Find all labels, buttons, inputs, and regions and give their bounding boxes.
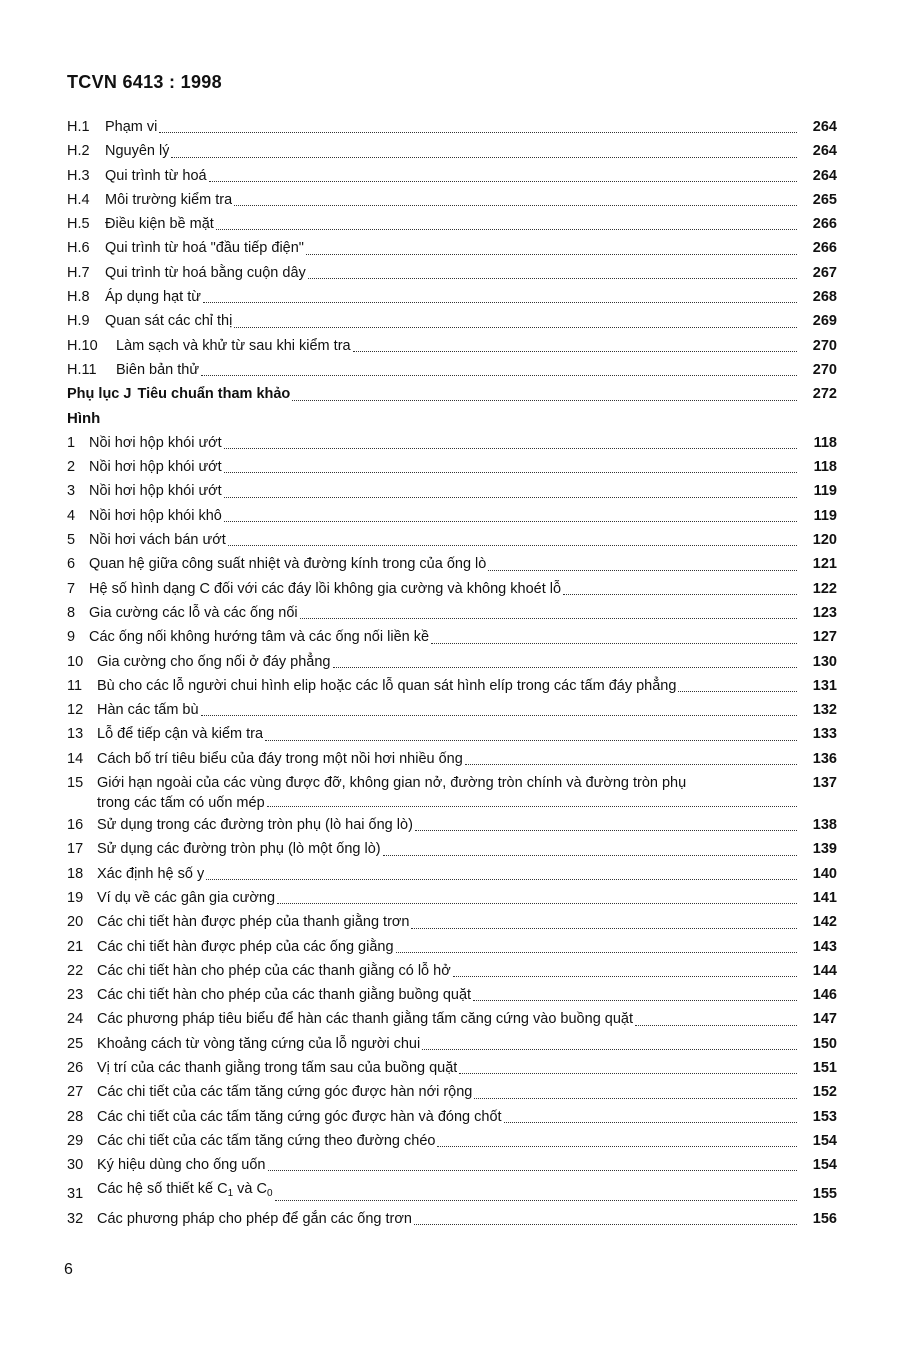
entry-title-part: Các hệ số thiết kế C — [97, 1181, 228, 1198]
toc-entry — [67, 1177, 837, 1206]
entry-number: H.10 — [67, 337, 98, 354]
entry-number: H.4 — [67, 191, 90, 208]
entry-page: 151 — [812, 1059, 837, 1076]
dot-leader — [234, 204, 797, 206]
toc-entry — [67, 1032, 837, 1056]
entry-title: Ký hiệu dùng cho ống uốn — [97, 1157, 266, 1174]
figures-heading: Hình — [67, 409, 101, 427]
entry-page: 266 — [812, 216, 837, 233]
entry-number: 11 — [67, 677, 83, 694]
toc-entry — [67, 212, 837, 236]
toc-entry — [67, 309, 837, 333]
entry-number: H.2 — [67, 143, 90, 160]
entry-title: Biên bản thử — [116, 361, 200, 378]
entry-number: 30 — [67, 1157, 84, 1174]
entry-number: 8 — [67, 604, 76, 621]
entry-page: 146 — [812, 987, 837, 1004]
entry-number: 6 — [67, 556, 76, 573]
dot-leader — [265, 739, 797, 741]
subscript: 0 — [266, 1188, 273, 1200]
entry-title: Nồi hơi hộp khói khô — [89, 507, 222, 524]
entry-number: 25 — [67, 1035, 84, 1052]
entry-title: Các chi tiết hàn được phép của các ống giằng — [97, 938, 394, 955]
entry-number: 21 — [67, 938, 84, 955]
entry-number: 13 — [67, 726, 84, 743]
entry-number: 32 — [67, 1210, 84, 1227]
entry-title: Hàn các tấm bù — [97, 702, 199, 719]
toc-entry — [67, 862, 837, 886]
entry-page: 269 — [812, 313, 837, 330]
toc-entry — [67, 1080, 837, 1104]
entry-title: Các chi tiết hàn cho phép của các thanh giằng có lỗ hở — [97, 962, 451, 979]
dot-leader — [224, 447, 797, 449]
entry-title: Ví dụ về các gân gia cường — [97, 889, 276, 906]
toc-entry — [67, 188, 837, 212]
dot-leader — [353, 350, 797, 352]
toc-entry — [67, 261, 837, 285]
entry-number: 29 — [67, 1132, 84, 1149]
entry-page: 121 — [812, 556, 837, 573]
entry-title: Nồi hơi hộp khói ướt — [89, 483, 222, 500]
toc-entry — [67, 983, 837, 1007]
dot-leader — [459, 1072, 797, 1074]
dot-leader — [411, 927, 797, 929]
toc-entry — [67, 334, 837, 358]
entry-title: Qui trình từ hoá "đầu tiếp điện" — [105, 240, 304, 257]
entry-title: Qui trình từ hoá — [105, 167, 207, 184]
entry-page: 143 — [812, 938, 837, 955]
entry-page: 265 — [812, 191, 837, 208]
entry-title: Làm sạch và khử từ sau khi kiểm tra — [116, 337, 351, 354]
entry-page: 267 — [812, 264, 837, 281]
entry-number: 1 — [67, 434, 76, 451]
toc-entry — [67, 431, 837, 455]
toc-entry — [67, 886, 837, 910]
entry-title: Khoảng cách từ vòng tăng cứng của lỗ người chui — [97, 1035, 421, 1052]
toc-entry — [67, 285, 837, 309]
entry-title — [97, 1177, 273, 1206]
dot-leader — [415, 829, 797, 831]
entry-title: Tiêu chuẩn tham khảo — [137, 386, 291, 403]
dot-leader — [308, 277, 797, 279]
entry-title: Quan hệ giữa công suất nhiệt và đường kính trong của ống lò — [89, 556, 487, 573]
dot-leader — [201, 374, 797, 376]
toc-entry — [67, 625, 837, 649]
entry-title: Hệ số hình dạng C đối với các đáy lồi không gia cường và không khoét lỗ — [89, 580, 562, 597]
entry-page: 122 — [812, 580, 837, 597]
entry-page: 120 — [812, 532, 837, 549]
entry-number: H.1 — [67, 119, 90, 135]
dot-leader — [306, 253, 797, 255]
toc-entry — [67, 959, 837, 983]
entry-title: Nồi hơi hộp khói ướt — [89, 459, 222, 476]
entry-title: Các chi tiết của các tấm tăng cứng góc được hàn và đóng chốt — [97, 1108, 502, 1125]
entry-number: H.7 — [67, 264, 90, 281]
entry-page: 153 — [812, 1108, 837, 1125]
toc-entry — [67, 1207, 837, 1231]
toc-entry — [67, 771, 837, 813]
dot-leader — [216, 228, 797, 230]
entry-page: 133 — [812, 726, 837, 743]
toc-entry — [67, 1056, 837, 1080]
entry-number: 22 — [67, 962, 84, 979]
entry-title: Các ống nối không hướng tâm và các ống nối liền kề — [89, 629, 430, 646]
entry-number: 26 — [67, 1059, 84, 1076]
dot-leader — [504, 1121, 797, 1123]
entry-page: 132 — [812, 702, 837, 719]
entry-page: 270 — [812, 361, 837, 378]
toc-entry — [67, 813, 837, 837]
dot-leader — [453, 975, 797, 977]
entry-page: 266 — [812, 240, 837, 257]
entry-number: 28 — [67, 1108, 84, 1125]
entry-title-part: và C — [233, 1181, 267, 1198]
toc-entry — [67, 601, 837, 625]
dot-leader — [414, 1223, 797, 1225]
entry-number: 9 — [67, 629, 76, 646]
entry-number: 5 — [67, 532, 76, 549]
entry-page: 152 — [812, 1084, 837, 1101]
entry-page: 119 — [813, 483, 837, 500]
dot-leader — [224, 496, 797, 498]
toc-entry — [67, 164, 837, 188]
toc-entry — [67, 837, 837, 861]
entry-title: Các chi tiết của các tấm tăng cứng góc được hàn nới rộng — [97, 1084, 473, 1101]
dot-leader — [206, 878, 797, 880]
entry-title: Quan sát các chỉ thị — [105, 313, 233, 330]
entry-title: Các chi tiết hàn cho phép của các thanh giằng buồng quặt — [97, 987, 472, 1004]
entry-page: 144 — [812, 962, 837, 979]
entry-title: Sử dụng các đường tròn phụ (lò một ống lò) — [97, 841, 381, 858]
entry-title: Nồi hơi hộp khói ướt — [89, 434, 222, 451]
dot-leader — [224, 471, 797, 473]
entry-number: 17 — [67, 841, 84, 858]
dot-leader — [228, 544, 797, 546]
entry-number: H.3 — [67, 167, 90, 184]
toc-entry — [67, 455, 837, 479]
entry-number: 4 — [67, 507, 76, 524]
subscript: 1 — [227, 1188, 234, 1200]
toc-entry — [67, 1153, 837, 1177]
entry-page: 155 — [812, 1186, 837, 1203]
entry-title: Gia cường các lỗ và các ống nối — [89, 604, 298, 621]
entry-number: 12 — [67, 702, 84, 719]
dot-leader — [465, 763, 797, 765]
entry-title: Áp dụng hạt từ — [105, 289, 201, 306]
entry-page: 154 — [812, 1132, 837, 1149]
page-number: 6 — [64, 1261, 73, 1278]
entry-page: 118 — [813, 434, 837, 451]
entry-page: 272 — [812, 386, 837, 403]
entry-number: 10 — [67, 653, 84, 670]
entry-title: Các chi tiết của các tấm tăng cứng theo đường chéo — [97, 1132, 436, 1149]
dot-leader — [277, 902, 797, 904]
entry-number: H.9 — [67, 313, 90, 330]
entry-page: 150 — [812, 1035, 837, 1052]
dot-leader — [635, 1024, 797, 1026]
dot-leader — [396, 951, 797, 953]
entry-number: 19 — [67, 889, 84, 906]
toc-entry — [67, 698, 837, 722]
entry-page: 136 — [812, 750, 837, 767]
dot-leader — [268, 1169, 798, 1171]
entry-number: 27 — [67, 1084, 84, 1101]
dot-leader — [473, 999, 797, 1001]
entry-number: 24 — [67, 1011, 84, 1028]
dot-leader — [234, 326, 797, 328]
toc-entry — [67, 528, 837, 552]
entry-number: H.8 — [67, 289, 90, 306]
entry-number: 15 — [67, 775, 84, 792]
entry-page: 139 — [812, 841, 837, 858]
entry-title-line-1: Giới hạn ngoài của các vùng được đỡ, không gian nở, đường tròn chính và đường tròn phụ — [97, 775, 687, 792]
dot-leader — [431, 642, 797, 644]
entry-number: H.11 — [67, 361, 97, 378]
entry-number: Phụ lục J — [67, 386, 132, 403]
entry-number: 7 — [67, 580, 76, 597]
dot-leader — [333, 666, 798, 668]
toc-entry — [67, 139, 837, 163]
entry-number: H.6 — [67, 240, 90, 257]
entry-page: 270 — [812, 337, 837, 354]
toc-entry — [67, 1007, 837, 1031]
entry-page: 264 — [812, 143, 837, 160]
entry-title: Cách bố trí tiêu biểu của đáy trong một nồi hơi nhiều ống — [97, 750, 463, 767]
dot-leader — [267, 805, 797, 807]
entry-title: Các phương pháp cho phép để gắn các ống trơn — [97, 1210, 412, 1227]
entry-page: 141 — [812, 889, 837, 906]
entry-number: 3 — [67, 483, 76, 500]
toc-entry — [67, 722, 837, 746]
entry-page: 140 — [812, 865, 837, 882]
entry-page: 127 — [812, 629, 837, 646]
entry-page: 131 — [812, 677, 837, 694]
toc-entry — [67, 382, 837, 406]
toc-entry — [67, 504, 837, 528]
entry-page: 268 — [812, 289, 837, 306]
toc-entry — [67, 910, 837, 934]
entry-page: 147 — [812, 1011, 837, 1028]
toc-entry — [67, 747, 837, 771]
entry-page: 118 — [813, 459, 837, 476]
entry-title-line-2: trong các tấm có uốn mép — [97, 795, 265, 812]
dot-leader — [678, 690, 797, 692]
entry-page: 264 — [812, 119, 837, 135]
dot-leader — [300, 617, 797, 619]
toc-entry — [67, 358, 837, 382]
entry-title-block — [97, 771, 801, 813]
entry-number: 2 — [67, 459, 76, 476]
dot-leader — [209, 180, 797, 182]
entry-title: Sử dụng trong các đường tròn phụ (lò hai ống lò) — [97, 817, 413, 834]
entry-number: 14 — [67, 750, 84, 767]
entry-page: 156 — [812, 1210, 837, 1227]
entry-number: 20 — [67, 914, 84, 931]
toc-entry — [67, 650, 837, 674]
toc-entry — [67, 1129, 837, 1153]
entry-page: 123 — [812, 604, 837, 621]
toc-entry — [67, 674, 837, 698]
entry-title: Nồi hơi vách bán ướt — [89, 532, 226, 549]
dot-leader — [422, 1048, 797, 1050]
dot-leader — [383, 854, 797, 856]
table-of-contents — [67, 115, 837, 1231]
entry-page: 142 — [812, 914, 837, 931]
dot-leader — [224, 520, 797, 522]
dot-leader — [171, 156, 797, 158]
dot-leader — [488, 569, 797, 571]
entry-title: Vị trí của các thanh giằng trong tấm sau của buồng quặt — [97, 1059, 458, 1076]
entry-number: 18 — [67, 865, 84, 882]
document-header: TCVN 6413 : 1998 — [67, 72, 222, 92]
dot-leader — [275, 1199, 797, 1201]
entry-page: 154 — [812, 1157, 837, 1174]
entry-number: H.5 — [67, 216, 90, 233]
entry-number: 23 — [67, 987, 84, 1004]
entry-title: Điều kiện bề mặt — [105, 216, 214, 233]
entry-title: Lỗ để tiếp cận và kiểm tra — [97, 726, 264, 743]
dot-leader — [159, 131, 797, 133]
dot-leader — [203, 301, 797, 303]
toc-entry — [67, 236, 837, 260]
entry-title: Các chi tiết hàn được phép của thanh giằng trơn — [97, 914, 410, 931]
entry-page: 137 — [812, 775, 837, 792]
entry-title: Gia cường cho ống nối ở đáy phẳng — [97, 653, 331, 670]
entry-page: 119 — [813, 507, 837, 524]
entry-page: 264 — [812, 167, 837, 184]
dot-leader — [437, 1145, 797, 1147]
entry-title: Môi trường kiểm tra — [105, 191, 233, 208]
entry-title: Bù cho các lỗ người chui hình elip hoặc các lỗ quan sát hình elíp trong các tấm đáy phẳng — [97, 677, 677, 694]
entry-number: 31 — [67, 1186, 84, 1203]
entry-title: Xác định hệ số y — [97, 865, 205, 882]
dot-leader — [292, 399, 797, 401]
dot-leader — [474, 1097, 797, 1099]
dot-leader — [563, 593, 797, 595]
toc-entry — [67, 1105, 837, 1129]
entry-title-line-2-row — [97, 793, 801, 813]
entry-title: Nguyên lý — [105, 143, 170, 160]
toc-entry — [67, 552, 837, 576]
toc-entry — [67, 577, 837, 601]
toc-entry — [67, 115, 837, 139]
entry-number: 16 — [67, 817, 84, 834]
entry-title: Qui trình từ hoá bằng cuộn dây — [105, 264, 306, 281]
entry-title: Các phương pháp tiêu biểu để hàn các thanh giằng tấm căng cứng vào buồng quặt — [97, 1011, 634, 1028]
entry-title: Phạm vi — [105, 119, 158, 135]
dot-leader — [201, 714, 797, 716]
entry-page: 130 — [812, 653, 837, 670]
toc-entry — [67, 935, 837, 959]
toc-entry — [67, 479, 837, 503]
entry-page: 138 — [812, 817, 837, 834]
